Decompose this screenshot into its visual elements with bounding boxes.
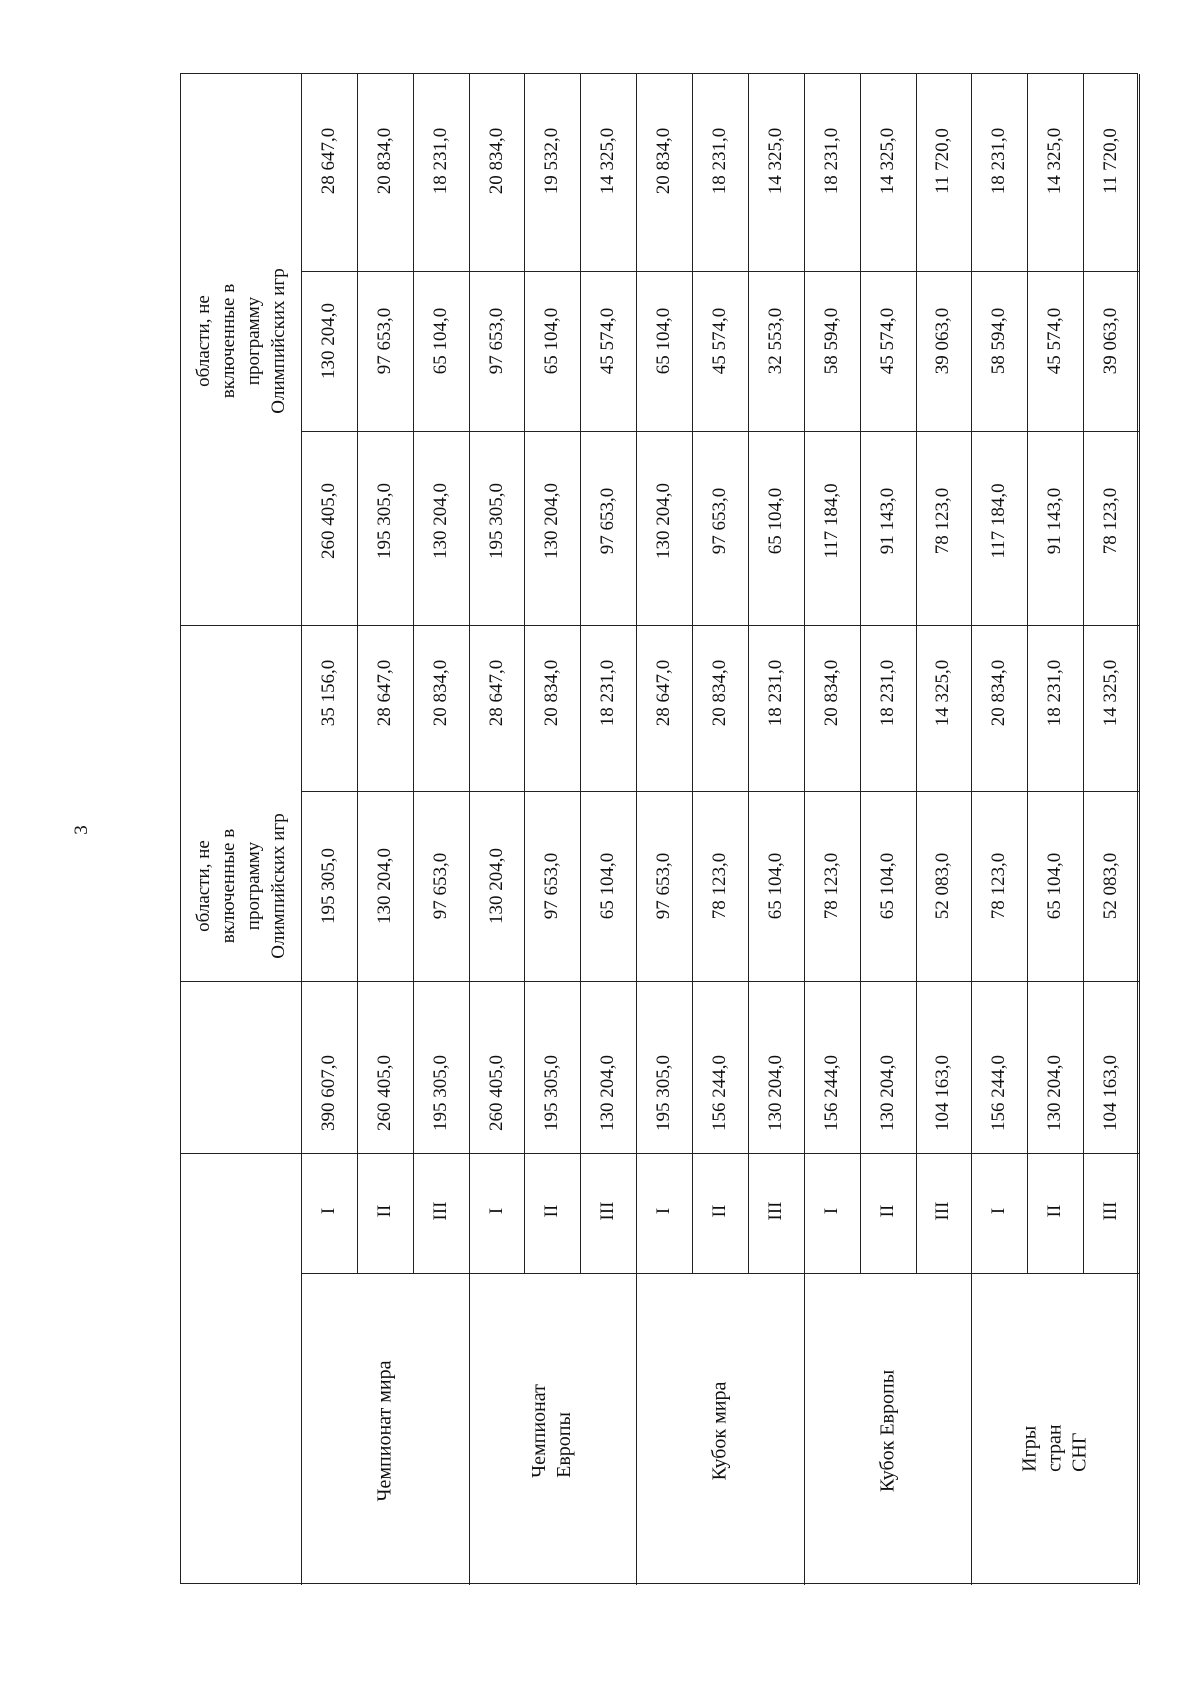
value-cell: 52 083,0 [1100,852,1122,920]
column-rule [971,74,972,1585]
value-cell: 45 574,0 [597,307,619,375]
value-cell: 104 163,0 [932,1055,954,1131]
value-cell: 260 405,0 [485,1055,507,1131]
value-cell: 18 231,0 [1044,659,1066,727]
value-cell: 130 204,0 [429,483,451,559]
place-cell: III [1100,1201,1122,1221]
competition-label: Игры стран СНГ [1018,1424,1091,1472]
header-col-label: области, не включенные в программу Олимпийских игр [193,813,289,959]
value-cell: 14 325,0 [764,127,786,195]
value-cell: 52 083,0 [932,852,954,920]
value-cell: 32 553,0 [764,307,786,375]
column-rule [1139,74,1140,1585]
place-cell: III [429,1201,451,1221]
column-rule [860,74,861,1273]
value-cell: 130 204,0 [764,1055,786,1131]
place-cell: I [820,1207,842,1215]
value-cell: 130 204,0 [1044,1055,1066,1131]
row-rule [181,981,1139,982]
place-cell: III [764,1201,786,1221]
value-cell: 11 720,0 [1100,128,1122,194]
value-cell: 14 325,0 [876,127,898,195]
row-rule [181,625,1139,626]
value-cell: 65 104,0 [429,307,451,375]
header-col-label: области, не включенные в программу Олимпийских игр [193,268,289,414]
row-rule [301,1273,1139,1274]
row-rule [181,1153,1139,1154]
place-cell: I [988,1207,1010,1215]
value-cell: 45 574,0 [709,307,730,375]
value-cell: 58 594,0 [988,307,1010,375]
place-cell: II [373,1204,395,1218]
value-cell: 18 231,0 [876,659,898,727]
place-cell: II [1044,1204,1066,1218]
value-cell: 97 653,0 [597,487,619,555]
value-cell: 65 104,0 [876,852,898,920]
value-cell: 156 244,0 [820,1055,842,1131]
competition-label: Чемпионат мира [373,1360,396,1502]
value-cell: 97 653,0 [485,307,507,375]
value-cell: 130 204,0 [541,483,563,559]
value-cell: 18 231,0 [429,127,451,195]
value-cell: 14 325,0 [1044,127,1066,195]
value-cell: 20 834,0 [541,659,563,727]
page-number: 3 [71,825,92,835]
value-cell: 14 325,0 [597,127,619,195]
value-cell: 65 104,0 [764,487,786,555]
prize-table [180,73,1138,1584]
value-cell: 20 834,0 [653,127,675,195]
value-cell: 195 305,0 [485,483,507,559]
column-rule [916,74,917,1273]
value-cell: 104 163,0 [1100,1055,1122,1131]
value-cell: 97 653,0 [429,852,451,920]
value-cell: 58 594,0 [820,307,842,375]
column-rule [1083,74,1084,1273]
competition-label: Чемпионат Европы [528,1384,576,1478]
value-cell: 130 204,0 [653,483,675,559]
place-cell: II [541,1204,563,1218]
value-cell: 130 204,0 [373,848,395,924]
value-cell: 45 574,0 [876,307,898,375]
place-cell: I [485,1207,507,1215]
value-cell: 78 123,0 [932,487,954,555]
value-cell: 28 647,0 [317,127,339,195]
value-cell: 195 305,0 [541,1055,563,1131]
value-cell: 65 104,0 [597,852,619,920]
value-cell: 78 123,0 [820,852,842,920]
column-rule [636,74,637,1585]
value-cell: 39 063,0 [932,307,954,375]
value-cell: 20 834,0 [373,127,395,195]
value-cell: 195 305,0 [373,483,395,559]
value-cell: 78 123,0 [709,852,730,920]
value-cell: 260 405,0 [317,483,339,559]
value-cell: 117 184,0 [988,483,1010,559]
value-cell: 18 231,0 [709,127,730,195]
value-cell: 78 123,0 [1100,487,1122,555]
value-cell: 97 653,0 [373,307,395,375]
value-cell: 39 063,0 [1100,307,1122,375]
value-cell: 20 834,0 [988,659,1010,727]
value-cell: 14 325,0 [1100,659,1122,727]
row-rule [301,431,1139,432]
column-rule [301,74,302,1585]
value-cell: 20 834,0 [820,659,842,727]
value-cell: 195 305,0 [653,1055,675,1131]
value-cell: 35 156,0 [317,659,339,727]
value-cell: 20 834,0 [709,659,730,727]
value-cell: 260 405,0 [373,1055,395,1131]
value-cell: 97 653,0 [541,852,563,920]
column-rule [413,74,414,1273]
column-rule [692,74,693,1273]
column-rule [804,74,805,1585]
value-cell: 65 104,0 [1044,852,1066,920]
value-cell: 78 123,0 [988,852,1010,920]
value-cell: 97 653,0 [709,487,730,555]
value-cell: 130 204,0 [597,1055,619,1131]
value-cell: 20 834,0 [429,659,451,727]
place-cell: I [317,1207,339,1215]
value-cell: 130 204,0 [876,1055,898,1131]
column-rule [580,74,581,1273]
place-cell: III [932,1201,954,1221]
value-cell: 19 532,0 [541,127,563,195]
column-rule [748,74,749,1273]
value-cell: 130 204,0 [317,303,339,379]
value-cell: 65 104,0 [653,307,675,375]
value-cell: 195 305,0 [317,848,339,924]
value-cell: 28 647,0 [485,659,507,727]
value-cell: 97 653,0 [653,852,675,920]
value-cell: 14 325,0 [932,659,954,727]
row-rule [301,791,1139,792]
column-rule [357,74,358,1273]
place-cell: II [709,1204,730,1218]
competition-label: Кубок Европы [876,1369,899,1493]
place-cell: III [597,1201,619,1221]
value-cell: 65 104,0 [541,307,563,375]
column-rule [524,74,525,1273]
row-rule [301,271,1139,272]
value-cell: 65 104,0 [764,852,786,920]
value-cell: 156 244,0 [988,1055,1010,1131]
place-cell: I [653,1207,675,1215]
value-cell: 18 231,0 [820,127,842,195]
value-cell: 156 244,0 [709,1055,730,1131]
column-rule [1027,74,1028,1273]
value-cell: 195 305,0 [429,1055,451,1131]
value-cell: 18 231,0 [764,659,786,727]
value-cell: 45 574,0 [1044,307,1066,375]
value-cell: 390 607,0 [317,1055,339,1131]
value-cell: 117 184,0 [820,483,842,559]
value-cell: 91 143,0 [876,487,898,555]
value-cell: 18 231,0 [988,127,1010,195]
value-cell: 20 834,0 [485,127,507,195]
value-cell: 130 204,0 [485,848,507,924]
place-cell: II [876,1204,898,1218]
competition-label: Кубок мира [708,1381,731,1481]
value-cell: 28 647,0 [373,659,395,727]
value-cell: 18 231,0 [597,659,619,727]
value-cell: 28 647,0 [653,659,675,727]
column-rule [469,74,470,1585]
value-cell: 91 143,0 [1044,487,1066,555]
value-cell: 11 720,0 [932,128,954,194]
